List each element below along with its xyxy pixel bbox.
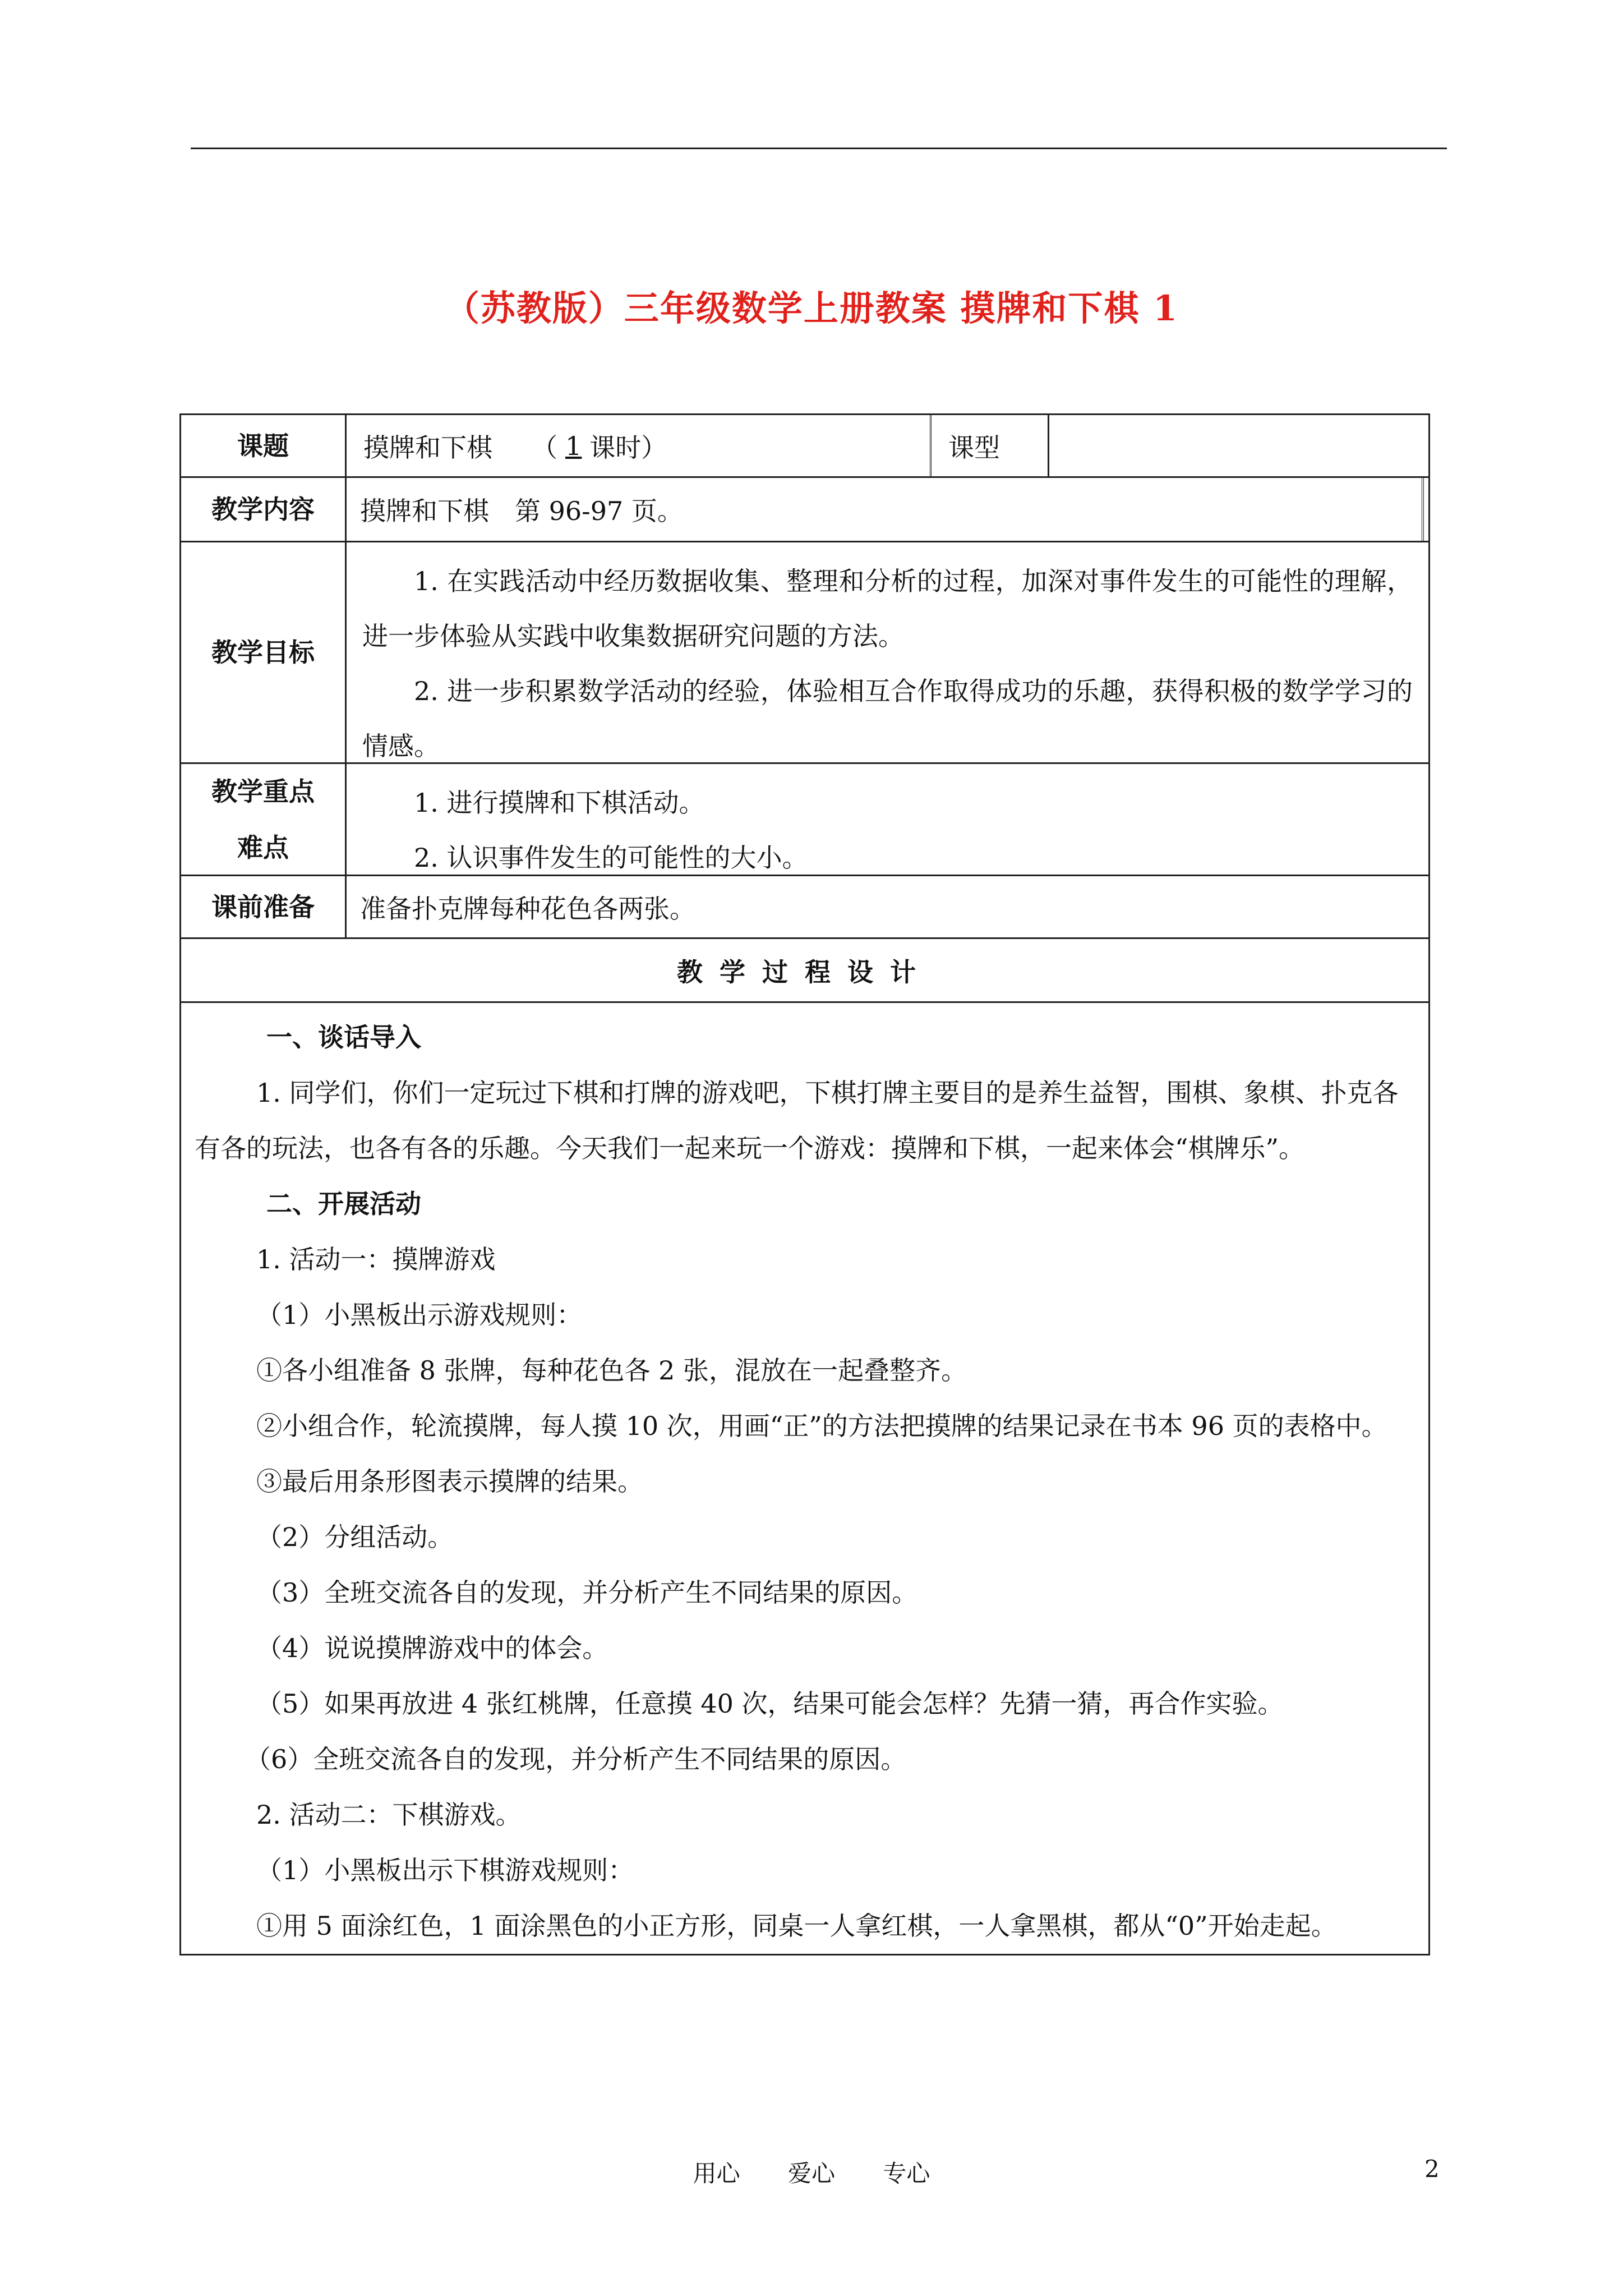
- lesson-plan-table: [179, 413, 1430, 1955]
- content-value: 摸牌和下棋 第 96-97 页。: [347, 478, 1424, 541]
- key-point-item: 1. 进行摸牌和下棋活动。: [414, 788, 705, 818]
- goals-value: [347, 542, 1428, 762]
- process-paragraph: （2）分组活动。: [256, 1522, 454, 1552]
- prep-value: 准备扑克牌每种花色各两张。: [360, 893, 695, 924]
- topic-label: 课题: [181, 415, 347, 476]
- motto-word: 专心: [883, 2160, 930, 2187]
- key-label: [181, 764, 347, 875]
- prep-label: 课前准备: [181, 876, 347, 937]
- process-paragraph: 2. 活动二：下棋游戏。: [256, 1800, 522, 1830]
- hours-number: 1: [565, 430, 582, 461]
- motto-word: 用心: [693, 2160, 740, 2187]
- motto-word: 爱心: [787, 2160, 835, 2187]
- topic-name: 摸牌和下棋: [363, 432, 492, 463]
- hours-close: 课时）: [589, 432, 667, 463]
- process-paragraph: ①各小组准备 8 张牌，每种花色各 2 张，混放在一起叠整齐。: [256, 1355, 967, 1386]
- process-paragraph: （3）全班交流各自的发现，并分析产生不同结果的原因。: [256, 1577, 918, 1608]
- process-paragraph: ③最后用条形图表示摸牌的结果。: [256, 1466, 643, 1497]
- row-topic: [181, 415, 1428, 478]
- process-paragraph: 1. 活动一：摸牌游戏: [256, 1244, 496, 1274]
- row-key-points: [181, 764, 1428, 876]
- process-paragraph: 1. 同学们，你们一定玩过下棋和打牌的游戏吧，下棋打牌主要目的是养生益智，围棋、象棋、扑克各有各的玩法，也各有各的乐趣。今天我们一起来玩一个游戏：摸牌和下棋，一起来体会“棋牌乐”。: [195, 1078, 1399, 1163]
- footer-motto: [0, 2155, 1623, 2189]
- row-goals: [181, 542, 1428, 764]
- goals-label: 教学目标: [181, 542, 347, 762]
- process-body: [181, 1003, 1428, 1954]
- type-value: [1049, 415, 1428, 476]
- process-paragraph: （1）小黑板出示游戏规则：: [256, 1300, 583, 1330]
- process-paragraph: （5）如果再放进 4 张红桃牌，任意摸 40 次，结果可能会怎样？先猜一猜，再合作实验。: [256, 1688, 1284, 1719]
- process-paragraph: （1）小黑板出示下棋游戏规则：: [256, 1855, 634, 1885]
- row-content: [181, 478, 1428, 542]
- content-label: 教学内容: [181, 478, 347, 541]
- process-paragraph: （6）全班交流各自的发现，并分析产生不同结果的原因。: [245, 1744, 907, 1774]
- type-label: 课型: [932, 415, 1049, 476]
- section-heading: 二、开展活动: [266, 1189, 421, 1219]
- process-paragraph: ①用 5 面涂红色，1 面涂黑色的小正方形，同桌一人拿红棋，一人拿黑棋，都从“0”开始走起。: [256, 1911, 1337, 1941]
- key-value: [347, 764, 1428, 875]
- goal-item: 2. 进一步积累数学活动的经验，体验相互合作取得成功的乐趣，获得积极的数学学习的情感。: [362, 676, 1413, 761]
- process-title: 教学过程设计: [181, 939, 1428, 1003]
- key-point-item: 2. 认识事件发生的可能性的大小。: [414, 843, 808, 873]
- process-paragraph: （4）说说摸牌游戏中的体会。: [256, 1633, 608, 1663]
- section-heading: 一、谈话导入: [266, 1022, 421, 1052]
- key-label-line2: 难点: [237, 832, 289, 863]
- process-paragraph: ②小组合作，轮流摸牌，每人摸 10 次，用画“正”的方法把摸牌的结果记录在书本 96 页的表格中。: [256, 1411, 1387, 1441]
- goal-item: 1. 在实践活动中经历数据收集、整理和分析的过程，加深对事件发生的可能性的理解，进一步体验从实践中收集数据研究问题的方法。: [362, 566, 1413, 651]
- document-title: （苏教版）三年级数学上册教案 摸牌和下棋 1: [444, 288, 1179, 329]
- key-label-line1: 教学重点: [211, 776, 315, 807]
- hours-open: （: [532, 432, 557, 463]
- row-preparation: [181, 876, 1428, 939]
- topic-value: [347, 415, 932, 476]
- page-number: 2: [1424, 2155, 1440, 2183]
- header-rule: [191, 148, 1447, 149]
